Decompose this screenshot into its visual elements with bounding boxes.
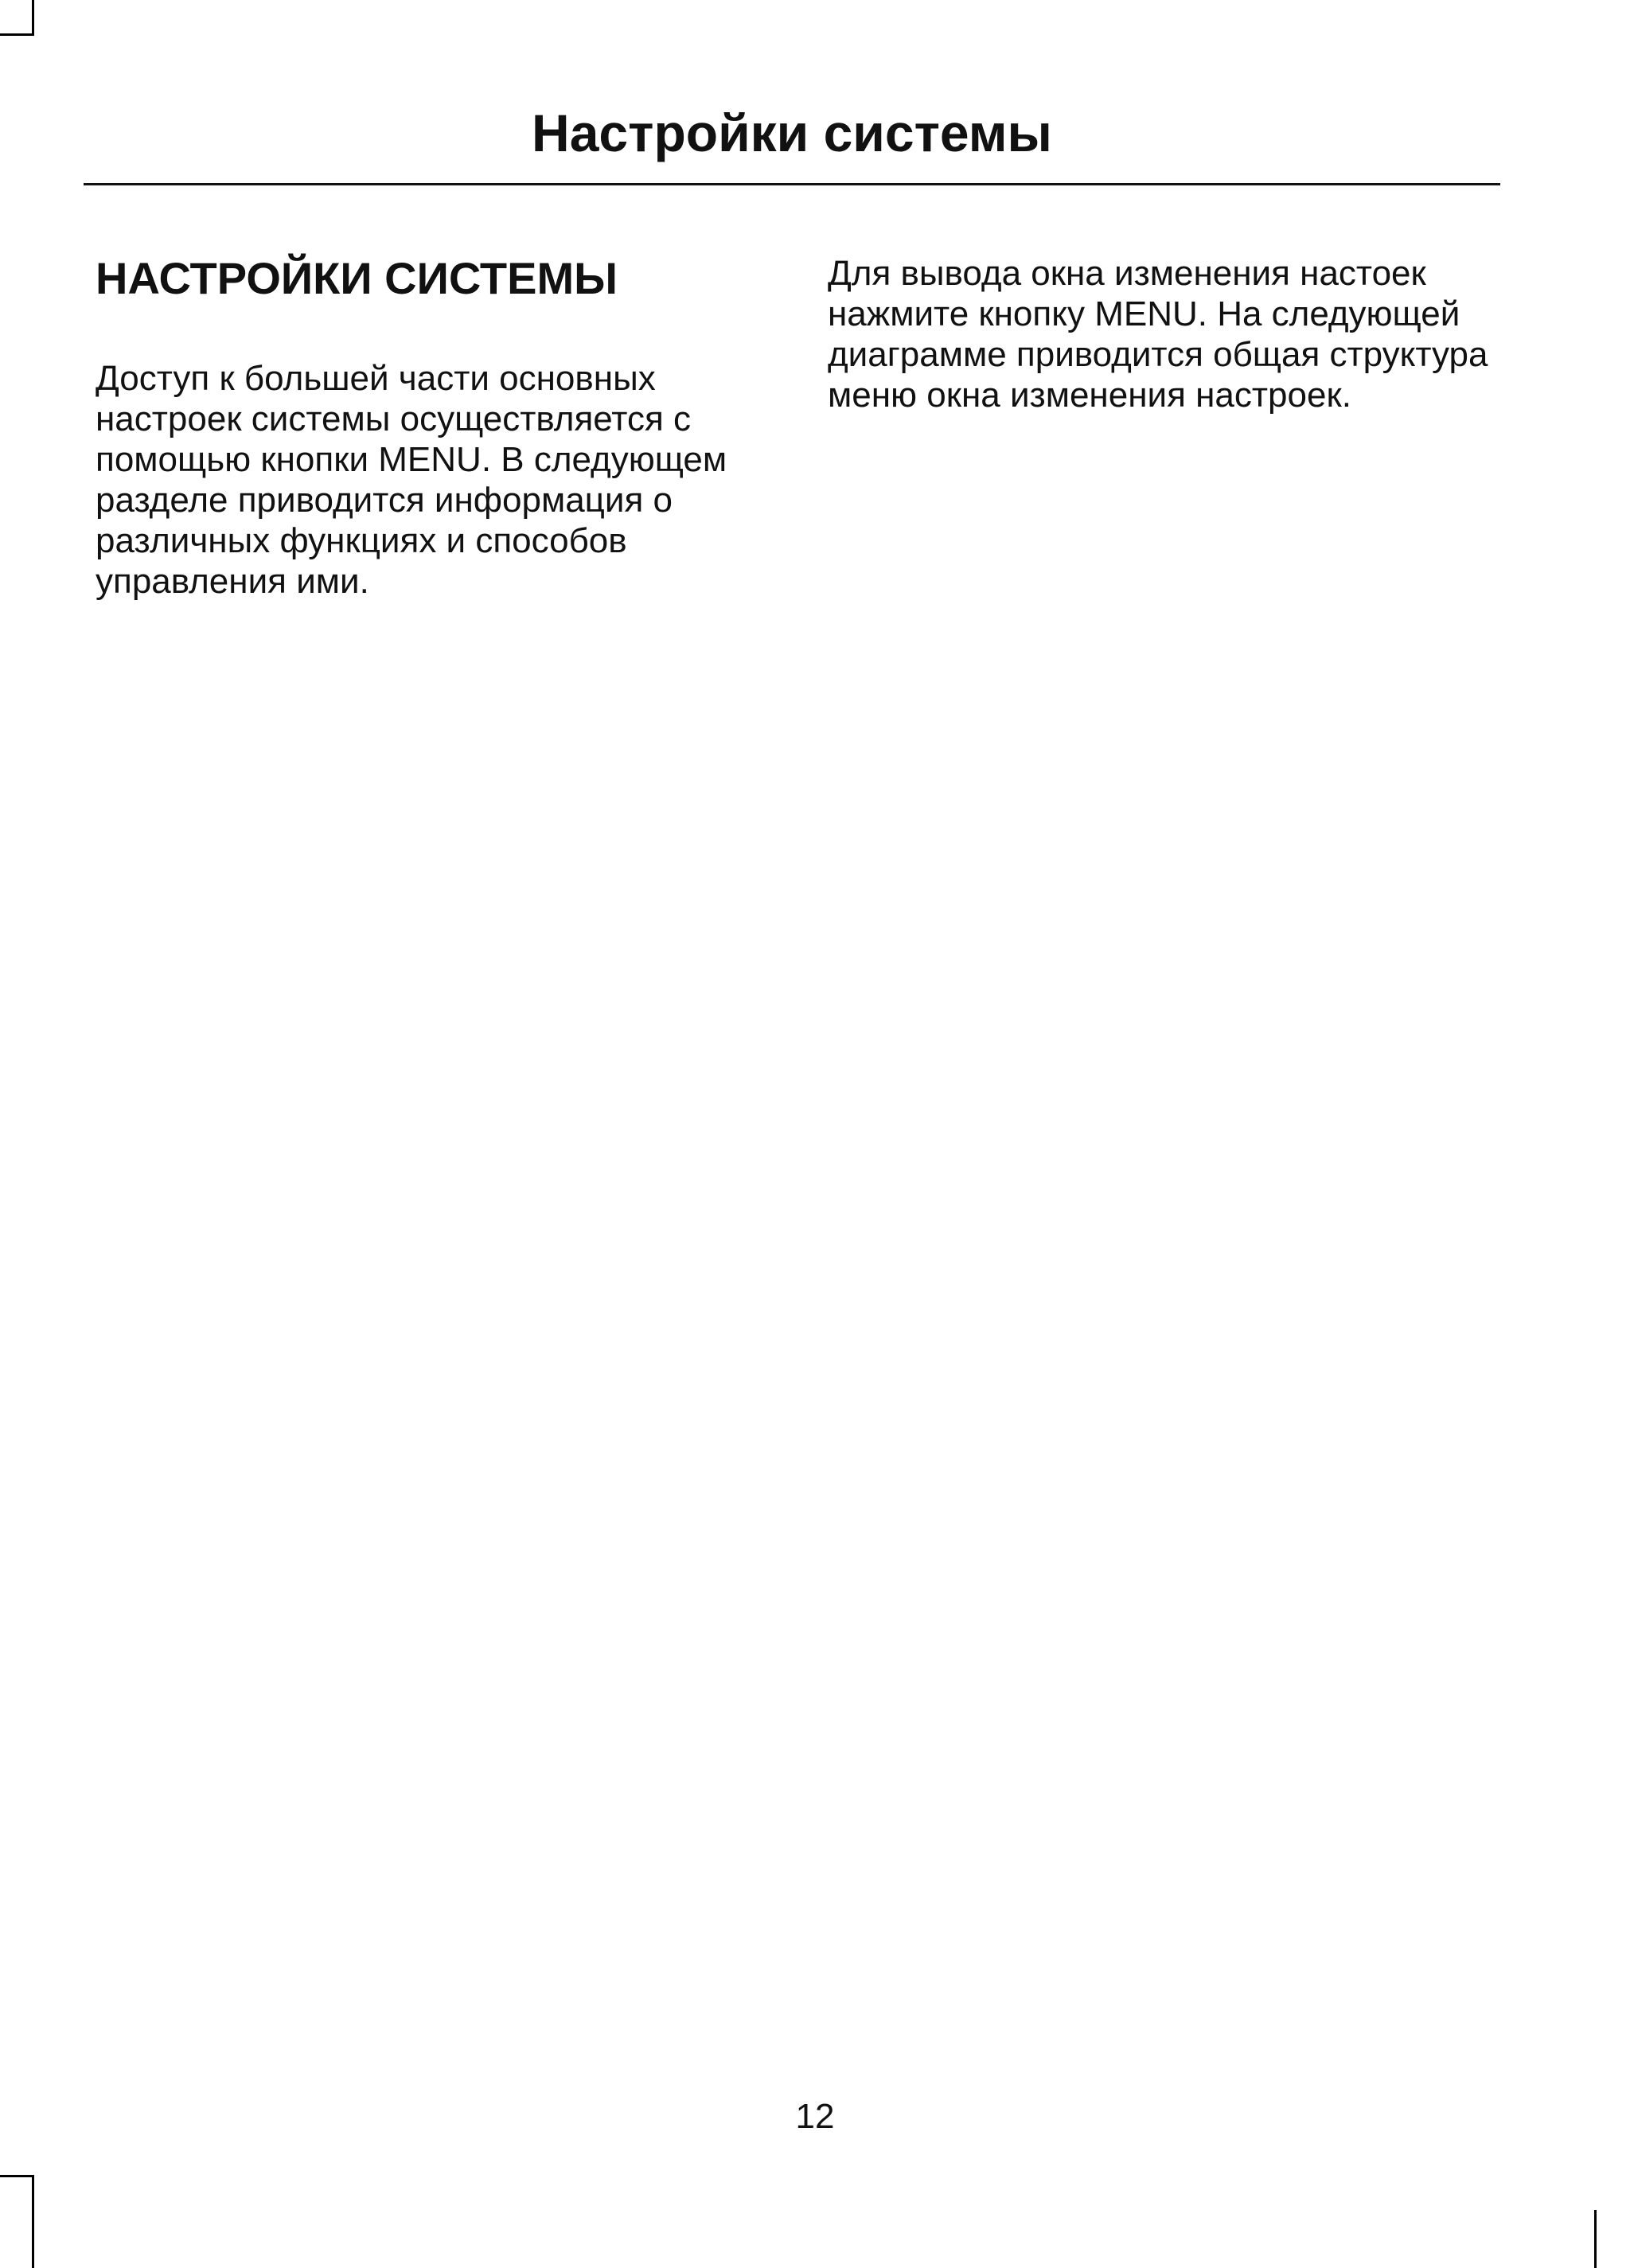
crop-mark-top-left-horizontal bbox=[0, 33, 34, 36]
crop-mark-bottom-left-horizontal bbox=[0, 2175, 34, 2177]
left-paragraph: Доступ к большей части основных настроек системы осуществляется с помощью кнопки MENU. В следующем разделе приводится информация о различных функциях и способов управления ими. bbox=[96, 359, 727, 601]
crop-mark-bottom-right-vertical bbox=[1594, 2210, 1597, 2268]
page-number: 12 bbox=[795, 2097, 835, 2136]
header-divider bbox=[84, 183, 1500, 185]
page-header-title: Настройки системы bbox=[532, 103, 1052, 162]
crop-mark-bottom-left-vertical bbox=[32, 2175, 34, 2268]
left-column bbox=[96, 247, 780, 602]
section-heading: НАСТРОЙКИ СИСТЕМЫ bbox=[96, 253, 618, 303]
right-column bbox=[828, 253, 1512, 415]
right-paragraph: Для вывода окна изменения настоек нажмите кнопку MENU. На следующей диаграмме приводится общая структура меню окна изменения настроек. bbox=[828, 254, 1488, 415]
crop-mark-top-left-vertical bbox=[32, 0, 34, 35]
